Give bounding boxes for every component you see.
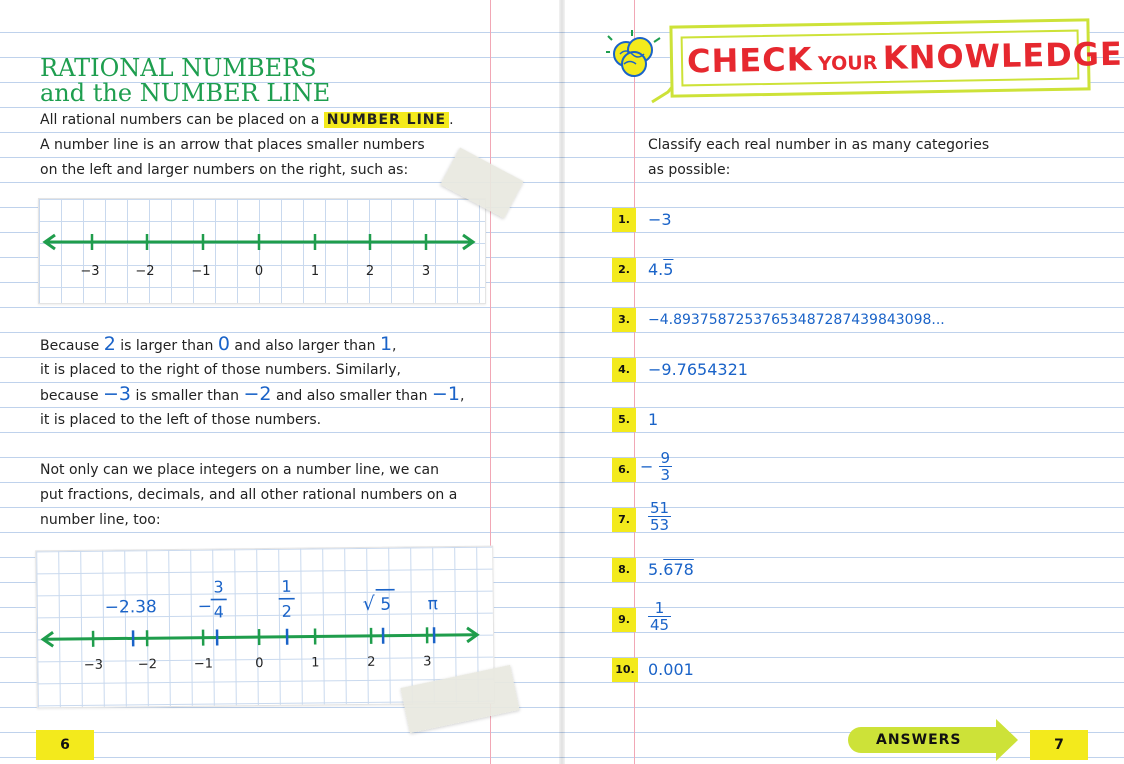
question-value: 0.001 (648, 660, 694, 679)
question-number: 5. (612, 408, 636, 432)
banner-word-knowledge: KNOWLEDGE (882, 34, 1124, 77)
question-number: 7. (612, 508, 636, 532)
answers-arrow-icon[interactable] (996, 719, 1018, 761)
fraction-numerator: 51 (650, 499, 670, 517)
fraction-numerator: 1 (648, 600, 671, 617)
page-title-line2: and the NUMBER LINE (40, 79, 331, 107)
nl2-frac1-den: 4 (213, 602, 225, 622)
fraction (648, 600, 671, 633)
page-number-right: 7 (1030, 730, 1088, 760)
fraction-sign: − (640, 457, 654, 476)
value-0: 0 (217, 333, 230, 355)
value-1: 1 (379, 333, 393, 355)
question-value: −3 (648, 210, 672, 229)
page-title-line1: RATIONAL NUMBERS (40, 54, 317, 82)
value-neg1: −1 (431, 383, 460, 405)
number-line-card-1 (38, 198, 486, 304)
para2-line-1 (40, 334, 397, 356)
nl1-label-neg1: −1 (191, 264, 211, 279)
nl1-label-neg2: −2 (135, 264, 155, 279)
value-neg2: −2 (243, 383, 272, 405)
question-number: 3. (612, 308, 636, 332)
nl1-label-2: 2 (365, 264, 375, 279)
nl1-label-neg3: −3 (80, 264, 100, 279)
para2-line-4: it is placed to the left of those numbers. (40, 412, 322, 428)
intro-text-b: . (449, 112, 454, 128)
para2-line-2: it is placed to the right of those numbers. Similarly, (40, 362, 401, 378)
question-number: 1. (612, 208, 636, 232)
nl1-label-3: 3 (421, 264, 431, 279)
question-value-base: 5. (648, 560, 664, 579)
repeating-digits: 5 (663, 260, 674, 279)
question-value-base: 4. (648, 260, 664, 279)
question-value: −4.893758725376534872874398430​98... (648, 312, 945, 328)
nl2-label-neg1: −1 (193, 656, 214, 672)
nl2-frac1-num: 3 (213, 577, 224, 597)
intro-text-a: All rational numbers can be placed on a (40, 112, 320, 128)
question-value (648, 260, 673, 279)
repeating-digits: 678 (663, 560, 694, 579)
nl2-label-1: 1 (311, 655, 320, 671)
fraction (648, 500, 671, 533)
para2-text-f: is smaller than (135, 388, 240, 404)
nl2-label-3: 3 (423, 654, 432, 670)
page-number-left: 6 (36, 730, 94, 760)
right-page-margin-line (634, 0, 635, 764)
number-line-1-svg (39, 199, 487, 305)
question-number: 8. (612, 558, 636, 582)
banner-word-check: CHECK (686, 40, 813, 81)
question-value (648, 500, 671, 533)
nl2-frac2-num: 1 (281, 576, 292, 596)
nl2-label-neg2: −2 (137, 657, 158, 673)
nl1-label-1: 1 (310, 264, 320, 279)
para3-line-2: put fractions, decimals, and all other rational numbers on a (40, 487, 458, 503)
para2-line-3 (40, 384, 464, 406)
question-number: 10. (612, 658, 638, 682)
para2-text-b: is larger than (120, 338, 214, 354)
intro-line-3: on the left and larger numbers on the right, such as: (40, 162, 409, 178)
question-number: 6. (612, 458, 636, 482)
nl2-frac1-sign: − (197, 596, 213, 617)
value-2: 2 (103, 333, 116, 355)
instructions-line-1: Classify each real number in as many categories (648, 137, 990, 153)
nl2-sqrt-value: 5 (380, 594, 392, 615)
question-number: 4. (612, 358, 636, 382)
answers-button[interactable]: ANSWERS (848, 727, 998, 753)
fraction (659, 450, 673, 483)
banner-word-your: YOUR (817, 52, 878, 76)
value-neg3: −3 (103, 383, 132, 405)
nl2-label-0: 0 (255, 656, 264, 672)
nl2-label-neg3: −3 (83, 657, 104, 673)
fraction-denominator: 45 (650, 616, 670, 634)
number-line-highlight: NUMBER LINE (324, 112, 449, 128)
para2-text-a: Because (40, 338, 100, 354)
nl2-frac2-den: 2 (281, 601, 293, 621)
para2-text-g: and also smaller than (275, 388, 428, 404)
question-value (640, 450, 672, 483)
fraction-denominator: 3 (660, 466, 671, 484)
question-value: 1 (648, 410, 659, 429)
nl2-label-decimal: −2.38 (104, 597, 157, 618)
para2-text-h: , (459, 388, 465, 404)
para2-text-e: because (40, 388, 99, 404)
question-number: 2. (612, 258, 636, 282)
fraction-numerator: 9 (660, 449, 671, 467)
book-gutter (559, 0, 565, 764)
para3-line-1: Not only can we place integers on a number line, we can (40, 462, 439, 478)
instructions-line-2: as possible: (648, 162, 731, 178)
intro-line-1 (40, 110, 454, 130)
para2-text-c: and also larger than (234, 338, 376, 354)
fraction-denominator: 53 (650, 516, 670, 534)
para2-text-d: , (392, 338, 397, 354)
question-value (648, 560, 694, 579)
nl2-label-2: 2 (367, 654, 376, 670)
nl2-sqrt-radical: √ (362, 592, 375, 615)
para3-line-3: number line, too: (40, 512, 161, 528)
question-value (648, 600, 671, 633)
banner-title (687, 35, 1123, 81)
question-number: 9. (612, 608, 636, 632)
intro-line-2: A number line is an arrow that places smaller numbers (40, 137, 425, 153)
question-value: −9.7654321 (648, 360, 748, 379)
nl1-label-0: 0 (254, 264, 264, 279)
nl2-pi: π (427, 594, 439, 615)
check-your-knowledge-banner (669, 18, 1124, 97)
